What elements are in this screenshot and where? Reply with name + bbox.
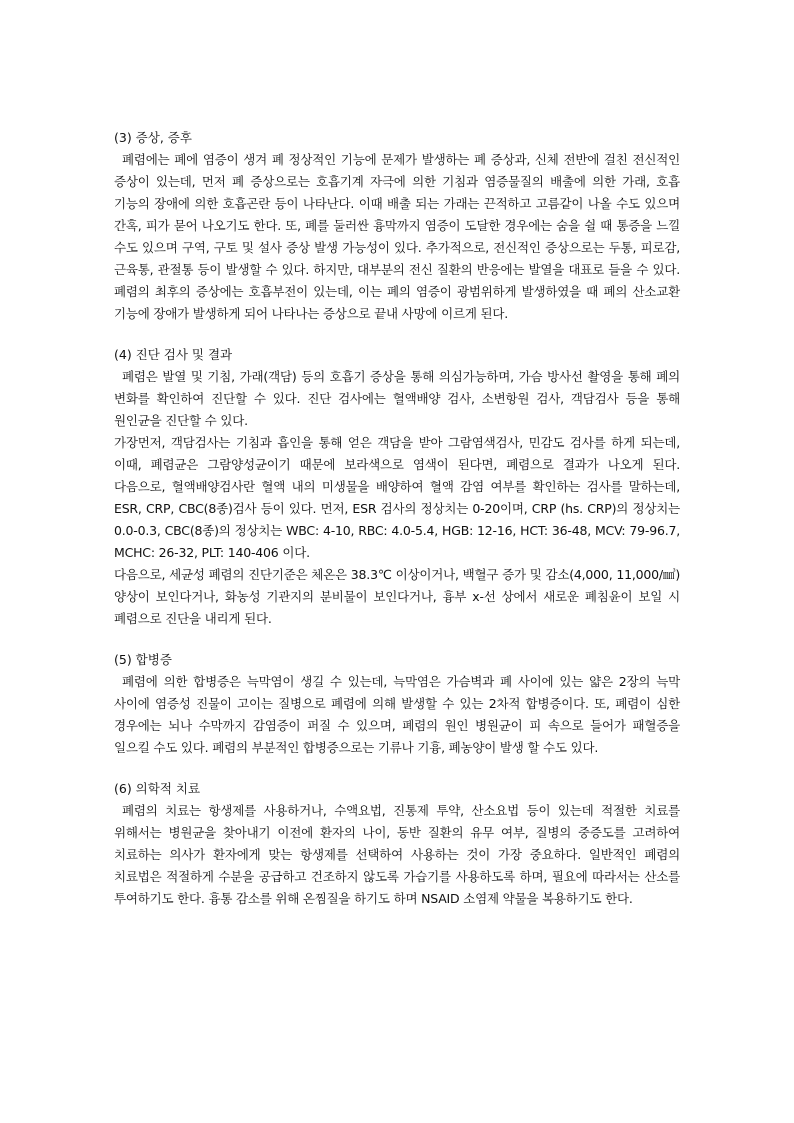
section-heading: (4) 진단 검사 및 결과 <box>114 347 233 362</box>
document-page <box>114 127 680 929</box>
section-heading: (3) 증상, 증후 <box>114 130 192 145</box>
section-symptoms <box>114 127 680 325</box>
paragraph: 다음으로, 세균성 폐렴의 진단기준은 체온은 38.3℃ 이상이거나, 백혈구 증가 및 감소(4,000, 11,000/㎣) 양상이 보인다거나, 화농성 기관지의 분비물이 보인다거나, 흉부 x-선 상에서 새로운 폐침윤이 보일 시 폐렴으로 진단을 내리게 된다. <box>114 567 680 626</box>
section-treatment <box>114 778 680 910</box>
paragraph: 폐렴은 발열 및 기침, 가래(객담) 등의 호흡기 증상을 통해 의심가능하며, 가슴 방사선 촬영을 통해 폐의 변화를 확인하여 진단할 수 있다. 진단 검사에는 혈액배양 검사, 소변항원 검사, 객담검사 등을 통해 원인균을 진단할 수 있다. <box>114 369 680 428</box>
section-complications <box>114 649 680 759</box>
paragraph: 폐렴에는 폐에 염증이 생겨 폐 정상적인 기능에 문제가 발생하는 폐 증상과, 신체 전반에 걸친 전신적인 증상이 있는데, 먼저 폐 증상으로는 호흡기계 자극에 의한 기침과 염증물질의 배출에 의한 가래, 호흡 기능의 장애에 의한 호흡곤란 등이 나타난다. 이때 배출 되는 가래는 끈적하고 고름같이 나올 수도 있으며 간혹, 피가 묻어 나오기도 한다. 또, 폐를 둘러싼 흉막까지 염증이 도달한 경우에는 숨을 쉴 때 통증을 느낄 수도 있으며 구역, 구토 및 설사 증상 발생 가능성이 있다. 추가적으로, 전신적인 증상으로는 두통, 피로감, 근육통, 관절통 등이 발생할 수 있다. 하지만, 대부분의 전신 질환의 반응에는 발열을 대표로 들을 수 있다. 폐렴의 최후의 증상에는 호흡부전이 있는데, 이는 폐의 염증이 광범위하게 발생하였을 때 폐의 산소교환 기능에 장애가 발생하게 되어 나타나는 증상으로 끝내 사망에 이르게 된다. <box>114 152 680 321</box>
section-heading: (6) 의학적 치료 <box>114 781 201 796</box>
section-heading: (5) 합병증 <box>114 652 172 667</box>
paragraph: 폐렴의 치료는 항생제를 사용하거나, 수액요법, 진통제 투약, 산소요법 등이 있는데 적절한 치료를 위해서는 병원균을 찾아내기 이전에 환자의 나이, 동반 질환의 유무 여부, 질병의 중증도를 고려하여 치료하는 의사가 환자에게 맞는 항생제를 선택하여 사용하는 것이 가장 중요하다. 일반적인 폐렴의 치료법은 적절하게 수분을 공급하고 건조하지 않도록 가습기를 사용하도록 하며, 필요에 따라서는 산소를 투여하기도 한다. 흉통 감소를 위해 온찜질을 하기도 하며 NSAID 소염제 약물을 복용하기도 한다. <box>114 803 680 906</box>
paragraph: 폐렴에 의한 합병증은 늑막염이 생길 수 있는데, 늑막염은 가슴벽과 폐 사이에 있는 얇은 2장의 늑막 사이에 염증성 진물이 고이는 질병으로 폐렴에 의해 발생할 수 있는 2차적 합병증이다. 또, 폐렴이 심한 경우에는 뇌나 수막까지 감염증이 퍼질 수 있으며, 폐렴의 원인 병원균이 피 속으로 들어가 패혈증을 일으킬 수도 있다. 폐렴의 부분적인 합병증으로는 기류나 기흉, 폐농양이 발생 할 수도 있다. <box>114 674 680 755</box>
paragraph: 가장먼저, 객담검사는 기침과 흡인을 통해 얻은 객담을 받아 그람염색검사, 민감도 검사를 하게 되는데, 이때, 폐렴균은 그람양성균이기 때문에 보라색으로 염색이 된다면, 폐렴으로 결과가 나오게 된다. 다음으로, 혈액배양검사란 혈액 내의 미생물을 배양하여 혈액 감염 여부를 확인하는 검사를 말하는데, ESR, CRP, CBC(8종)검사 등이 있다. 먼저, ESR 검사의 정상치는 0-20이며, CRP (hs. CRP)의 정상치는 0.0-0.3, CBC(8종)의 정상치는 WBC: 4-10, RBC: 4.0-5.4, HGB: 12-16, HCT: 36-48, MCV: 79-96.7, MCHC: 26-32, PLT: 140-406 이다. <box>114 435 680 560</box>
section-diagnosis <box>114 344 680 630</box>
